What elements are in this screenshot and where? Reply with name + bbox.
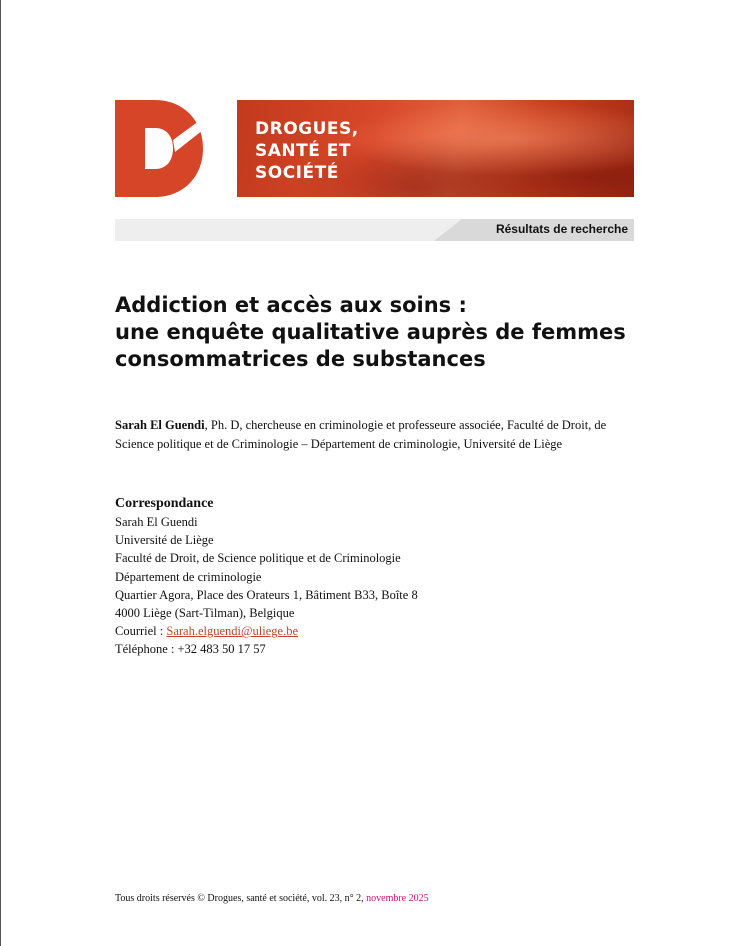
article-title-line-2: une enquête qualitative auprès de femmes <box>115 320 626 344</box>
article-title <box>115 292 655 373</box>
footer-date: novembre 2025 <box>366 893 429 904</box>
correspondence-line: Faculté de Droit, de Science politique et de Criminologie <box>115 551 401 566</box>
author-affiliation: , Ph. D, chercheuse en criminologie et professeure associée, Faculté de Droit, de Science politique et de Criminologie – Département de criminologie, Université de Liège <box>115 418 607 451</box>
correspondence-line: Département de criminologie <box>115 569 262 584</box>
phone-row <box>115 640 635 658</box>
footer-text: Tous droits réservés © Drogues, santé et société, vol. 23, n° 2, <box>115 893 367 904</box>
journal-name <box>255 118 359 184</box>
article-title-line-3: consommatrices de substances <box>115 347 486 371</box>
correspondence-line: Quartier Agora, Place des Orateurs 1, Bâtiment B33, Boîte 8 <box>115 587 418 602</box>
section-bar <box>115 219 634 241</box>
journal-banner <box>237 100 634 197</box>
email-label: Courriel : <box>115 624 167 639</box>
phone-label: Téléphone : <box>115 642 178 657</box>
correspondence-heading: Correspondance <box>115 496 214 511</box>
journal-name-line-3: SOCIÉTÉ <box>255 163 339 183</box>
copyright-footer <box>115 893 429 904</box>
correspondence-line: Université de Liège <box>115 533 214 548</box>
correspondence-line: 4000 Liège (Sart-Tilman), Belgique <box>115 606 295 621</box>
page-edge-rule <box>0 0 1 946</box>
journal-logo-d <box>115 100 203 197</box>
email-link[interactable]: Sarah.elguendi@uliege.be <box>166 624 298 639</box>
correspondence-block <box>115 494 635 659</box>
journal-name-line-1: DROGUES, <box>255 119 359 139</box>
section-label: Résultats de recherche <box>495 222 628 236</box>
journal-name-line-2: SANTÉ ET <box>255 141 351 161</box>
phone-number: +32 483 50 17 57 <box>177 642 266 657</box>
correspondence-line: Sarah El Guendi <box>115 515 198 529</box>
author-block <box>115 416 645 454</box>
article-title-line-1: Addiction et accès aux soins : <box>115 293 467 317</box>
author-name: Sarah El Guendi <box>115 418 205 432</box>
email-row <box>115 622 635 640</box>
